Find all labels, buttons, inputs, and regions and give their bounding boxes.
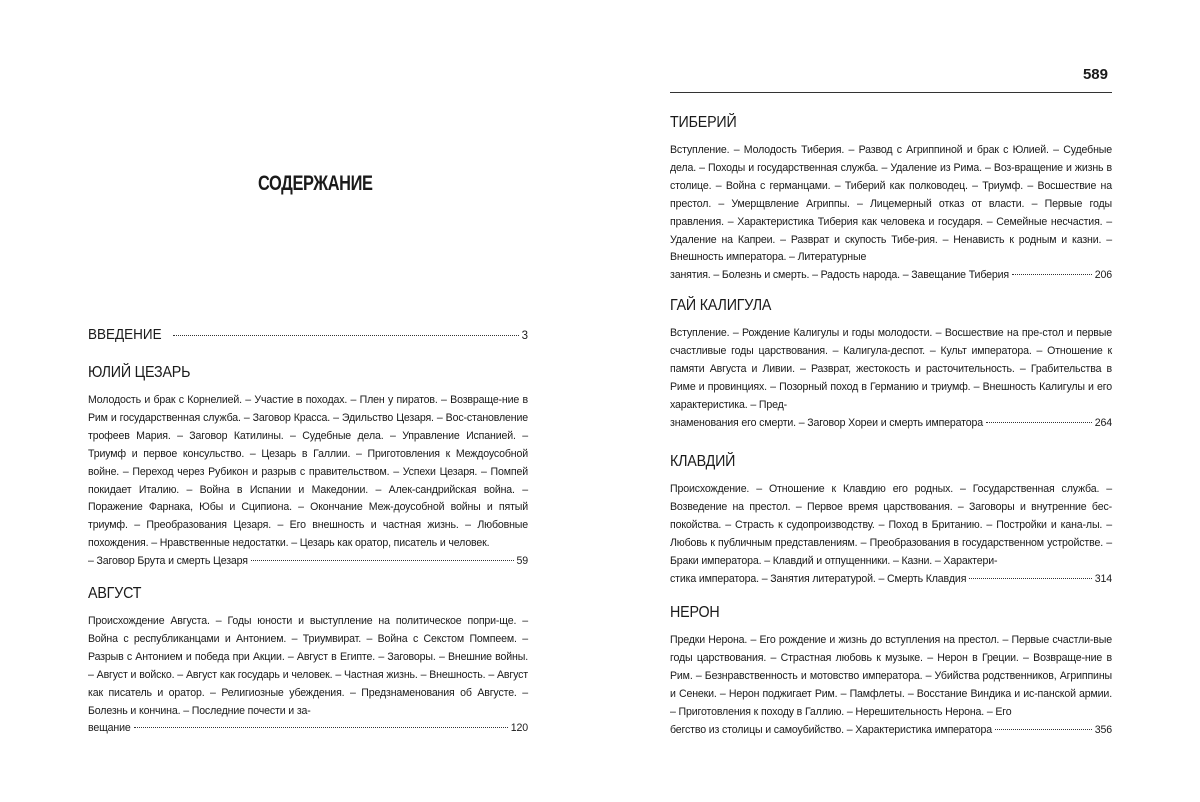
section-last-line <box>88 553 528 571</box>
dot-leader <box>251 560 514 561</box>
toc-entry-introduction[interactable] <box>88 326 528 343</box>
dot-leader <box>1012 274 1092 275</box>
section-heading: ТИБЕРИЙ <box>670 114 737 131</box>
section-page: 264 <box>1094 416 1112 429</box>
section-heading: КЛАВДИЙ <box>670 453 736 470</box>
last-line-text: бегство из столицы и самоубийство. – Характеристика императора <box>670 723 992 736</box>
last-line-text: занятия. – Болезнь и смерть. – Радость народа. – Завещание Тиберия <box>670 269 1009 282</box>
section-last-line <box>670 571 1112 589</box>
section-heading: ЮЛИЙ ЦЕЗАРЬ <box>88 364 191 381</box>
toc-section-tiberius[interactable] <box>670 114 1112 285</box>
dot-leader <box>134 727 508 728</box>
section-last-line <box>88 720 528 738</box>
introduction-page: 3 <box>521 330 528 342</box>
dot-leader <box>173 335 519 336</box>
section-page: 356 <box>1094 723 1112 736</box>
toc-section-caligula[interactable] <box>670 297 1112 432</box>
section-last-line <box>670 267 1112 285</box>
last-line-text: – Заговор Брута и смерть Цезаря <box>88 555 248 568</box>
contents-title: СОДЕРЖАНИЕ <box>258 172 373 195</box>
dot-leader <box>969 578 1091 579</box>
section-last-line <box>670 722 1112 740</box>
last-line-text: знаменования его смерти. – Заговор Хореи и смерть императора <box>670 416 983 429</box>
introduction-label: ВВЕДЕНИЕ <box>88 326 162 343</box>
last-line-text: стика императора. – Занятия литературой. – Смерть Клавдия <box>670 572 967 585</box>
dot-leader <box>986 422 1092 423</box>
toc-section-caesar[interactable] <box>88 364 528 571</box>
section-page: 59 <box>516 555 528 568</box>
last-line-text: вещание <box>88 722 131 735</box>
section-page: 206 <box>1094 269 1112 282</box>
section-last-line <box>670 415 1112 433</box>
right-page <box>670 0 1112 802</box>
toc-section-claudius[interactable] <box>670 453 1112 588</box>
section-heading: АВГУСТ <box>88 585 142 602</box>
section-summary: Молодость и брак с Корнелией. – Участие в походах. – Плен у пиратов. – Возвраще-ние в Рим и государственная служба. – Заговор Красса. – Эдильство Цезаря. – Вос-становление трофеев Мария. – Заговор Катилины. – Судебные дела. – Управление Испанией. – Триумф и первое консульство. – Цезарь в Галлии. – Приготовления к Междоусобной войне. – Переход через Рубикон и разрыв с правительством. – Успехи Цезаря. – Помпей покидает Италию. – Война в Испании и Македонии. – Алек-сандрийская война. – Поражение Фарнака, Юбы и Сципиона. – Окончание Меж-доусобной войны и пятый триумф. – Преобразования Цезаря. – Его внешность и частная жизнь. – Любовные похождения. – Нравственные недостатки. – Цезарь как оратор, писатель и человек. <box>88 394 528 550</box>
toc-section-nero[interactable] <box>670 604 1112 739</box>
toc-section-augustus[interactable] <box>88 585 528 738</box>
section-heading: ГАЙ КАЛИГУЛА <box>670 297 772 314</box>
section-summary: Происхождение. – Отношение к Клавдию его родных. – Государственная служба. – Возведение на престол. – Первое время царствования. – Заговоры и внутренние бес-покойства. – Страсть к судопроизводству. – Поход в Британию. – Постройки и кана-лы. – Любовь к публичным представлениям. – Преобразования в государственном устройстве. – Браки императора. – Клавдий и отпущенники. – Казни. – Характери- <box>670 483 1112 567</box>
header-rule <box>670 92 1112 93</box>
section-page: 314 <box>1094 572 1112 585</box>
left-page <box>88 0 528 802</box>
section-summary: Вступление. – Молодость Тиберия. – Развод с Агриппиной и брак с Юлией. – Судебные дела. – Походы и государственная служба. – Удаление из Рима. – Воз-вращение и жизнь в столице. – Война с германцами. – Тиберий как полководец. – Триумф. – Восшествие на престол. – Умерщвление Агриппы. – Лицемерный отказ от власти. – Первые годы правления. – Характеристика Тиберия как человека и государя. – Семейные несчастия. – Удаление на Капреи. – Разврат и скупость Тибе-рия. – Ненависть к родным и казни. – Внешность императора. – Литературные <box>670 144 1112 264</box>
section-page: 120 <box>510 722 528 735</box>
dot-leader <box>995 729 1092 730</box>
section-summary: Вступление. – Рождение Калигулы и годы молодости. – Восшествие на пре-стол и первые счастливые годы царствования. – Калигула-деспот. – Культ императора. – Отношение к памяти Августа и Ливии. – Разврат, жестокость и расточительность. – Грабительства в Риме и провинциях. – Позорный поход в Германию и триумф. – Внешность Калигулы и его характеристика. – Пред- <box>670 327 1112 411</box>
section-summary: Происхождение Августа. – Годы юности и выступление на политическое попри-ще. – Война с республиканцами и Антонием. – Триумвират. – Война с Секстом Помпеем. – Разрыв с Антонием и победа при Акции. – Август в Египте. – Заговоры. – Внешние войны. – Август и войско. – Август как государь и человек. – Частная жизнь. – Внешность. – Август как писатель и оратор. – Религиозные убеждения. – Предзнаменования об Августе. – Болезнь и кончина. – Последние почести и за- <box>88 615 528 717</box>
section-heading: НЕРОН <box>670 604 720 621</box>
page-number: 589 <box>1082 66 1108 83</box>
section-summary: Предки Нерона. – Его рождение и жизнь до вступления на престол. – Первые счастли-вые годы царствования. – Страстная любовь к музыке. – Нерон в Греции. – Возвраще-ние в Рим. – Безнравственность и мотовство императора. – Убийства родственников, Агриппины и Сенеки. – Нерон поджигает Рим. – Памфлеты. – Восстание Виндика и ис-панской армии. – Приготовления к походу в Галлию. – Нерешительность Нерона. – Его <box>670 634 1112 718</box>
